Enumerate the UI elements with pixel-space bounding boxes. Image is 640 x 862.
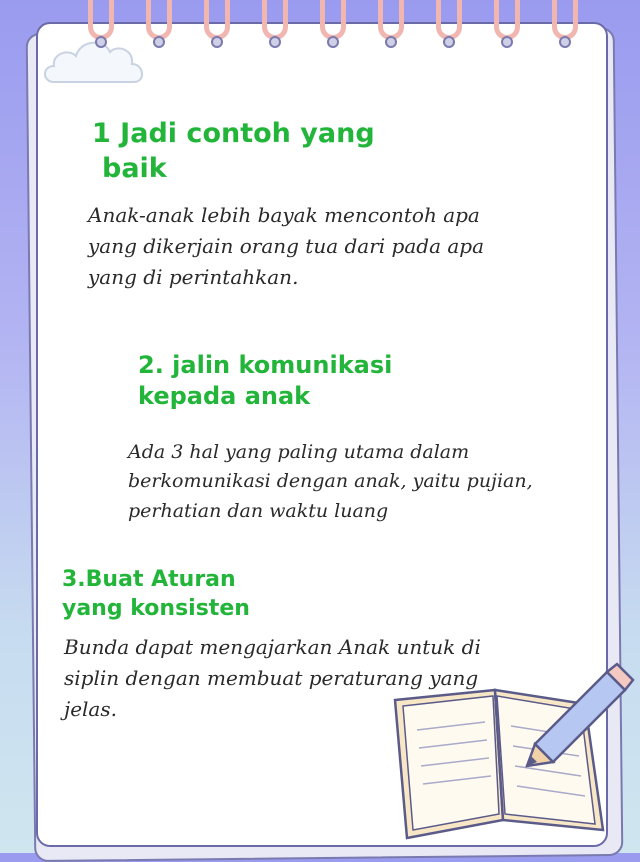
spiral-ring-icon [204,0,230,40]
section-3-heading [62,566,250,623]
book-and-pencil-illustration [385,660,635,850]
ring-hole [95,36,107,48]
section-2-body-line1: Ada 3 hal yang paling utama dalam [128,441,470,463]
section-3-body-line3: jelas. [64,697,117,721]
section-1-body-line1: Anak-anak lebih bayak mencontoh apa [88,203,480,227]
ring-hole [559,36,571,48]
section-2-heading-line1: 2. jalin komunikasi [138,351,393,379]
section-3-heading-line2: yang konsisten [62,595,250,621]
section-1-body-line2: yang dikerjain orang tua dari pada apa [88,234,485,258]
spiral-ring-icon [262,0,288,40]
spiral-ring-icon [88,0,114,40]
section-1-body-line3: yang di perintahkan. [88,265,299,289]
ring-hole [385,36,397,48]
section-2-body-line2: berkomunikasi dengan anak, yaitu pujian, [128,470,533,493]
ring-hole [211,36,223,48]
section-3-body-line1: Bunda dapat mengajarkan Anak untuk di [64,635,481,659]
spiral-ring-icon [494,0,520,40]
spiral-ring-icon [436,0,462,40]
spiral-ring-icon [552,0,578,40]
section-2-body [128,438,533,526]
ring-hole [153,36,165,48]
section-1-body [88,200,484,293]
ring-hole [501,36,513,48]
spiral-ring-icon [146,0,172,40]
section-2-heading-line2: kepada anak [138,382,311,411]
ring-hole [443,36,455,48]
ring-hole [269,36,281,48]
ring-hole [327,36,339,48]
section-1-heading [92,116,375,186]
spiral-ring-icon [320,0,346,40]
section-3-heading-line1: 3.Buat Aturan [62,567,236,592]
section-2-heading [138,350,392,412]
spiral-ring-icon [378,0,404,40]
section-1-heading-line2: baik [102,153,167,185]
section-2-body-line3: perhatian dan waktu luang [128,499,389,522]
section-3-body-line2: siplin dengan membuat peraturang yang [64,666,479,690]
section-1-heading-line1: 1 Jadi contoh yang [92,118,375,149]
